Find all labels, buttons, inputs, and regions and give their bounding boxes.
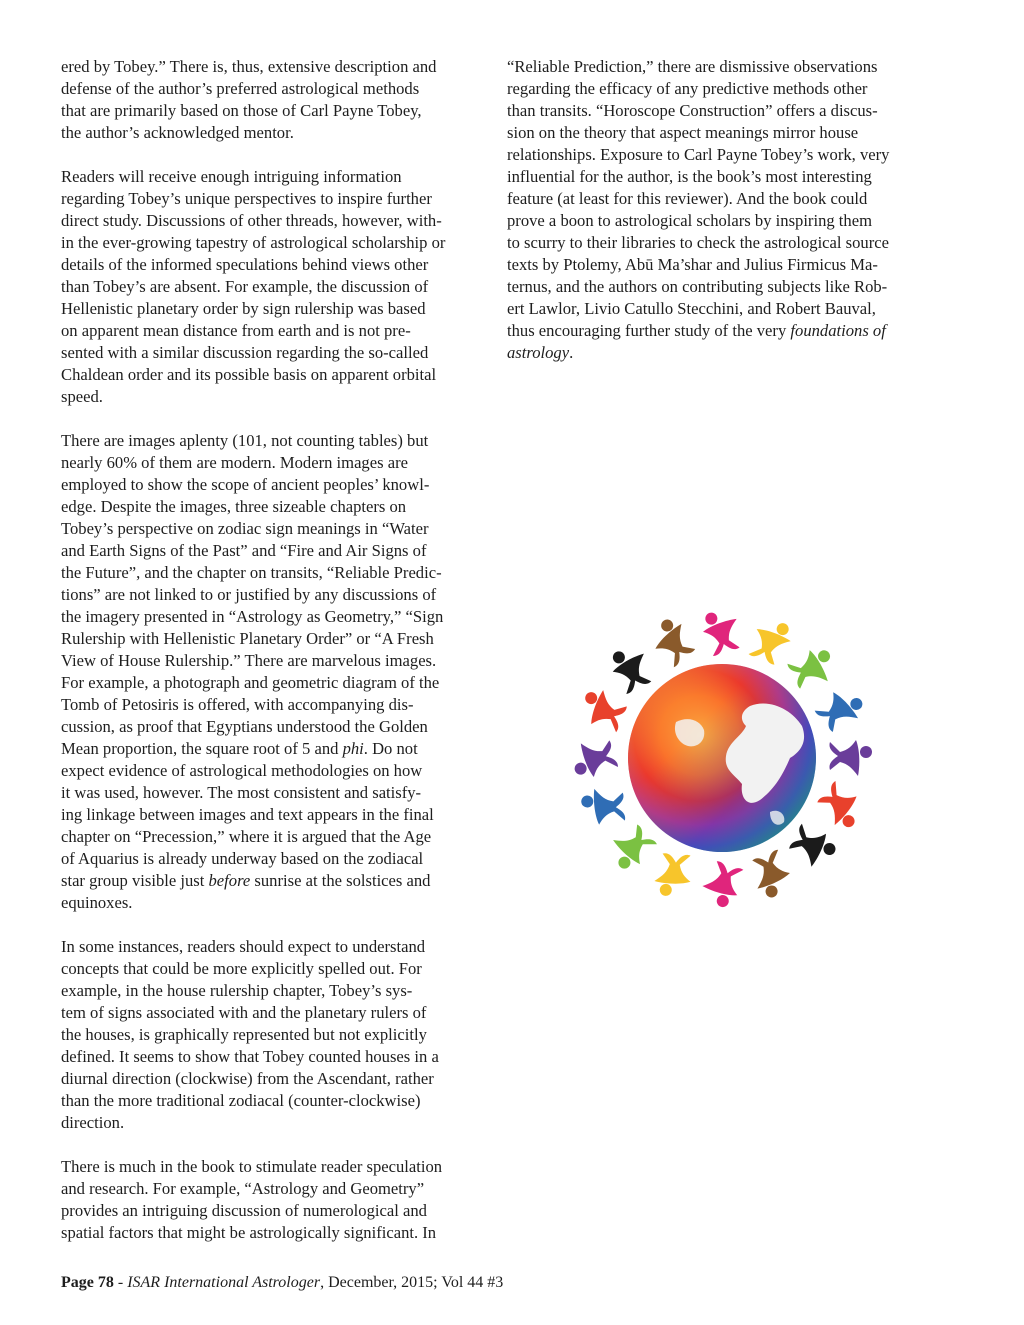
dancing-figure bbox=[576, 685, 629, 735]
text-line: Chaldean order and its possible basis on apparent orbital bbox=[61, 365, 437, 384]
text-line: details of the informed speculations behind views other bbox=[61, 255, 429, 274]
text-segment: star group visible just bbox=[61, 871, 209, 890]
text-line: feature (at least for this reviewer). And the book could bbox=[507, 189, 868, 208]
text-line: of Aquarius is already underway based on the zodiacal bbox=[61, 849, 424, 868]
text-line: In some instances, readers should expect to understand bbox=[61, 937, 426, 956]
text-line: the imagery presented in “Astrology as Geometry,” “Sign bbox=[61, 607, 444, 626]
text-line: defined. It seems to show that Tobey counted houses in a bbox=[61, 1047, 439, 1066]
text-line bbox=[61, 738, 493, 760]
italic-text: phi bbox=[342, 739, 364, 758]
italic-text: foundations of bbox=[790, 321, 886, 340]
text-line: concepts that could be more explicitly spelled out. For bbox=[61, 959, 422, 978]
text-line: tions” are not linked to or justified by any discussions of bbox=[61, 585, 437, 604]
text-line: edge. Despite the images, three sizeable chapters on bbox=[61, 497, 407, 516]
text-line: regarding the efficacy of any predictive methods other bbox=[507, 79, 868, 98]
paragraph bbox=[61, 1156, 493, 1244]
text-line: on apparent mean distance from earth and is not pre- bbox=[61, 321, 411, 340]
text-line: than the more traditional zodiacal (counter-clockwise) bbox=[61, 1091, 421, 1110]
dancing-figure bbox=[645, 613, 700, 669]
text-line: View of House Rulership.” There are marvelous images. bbox=[61, 651, 437, 670]
dancing-figure bbox=[747, 614, 797, 667]
text-line: defense of the author’s preferred astrological methods bbox=[61, 79, 420, 98]
text-segment: sunrise at the solstices and bbox=[250, 871, 431, 890]
text-line: influential for the author, is the book’s most interesting bbox=[507, 167, 872, 186]
text-line: direct study. Discussions of other threads, however, with- bbox=[61, 211, 442, 230]
text-line: ing linkage between images and text appears in the final bbox=[61, 805, 434, 824]
issue-info: , December, 2015; Vol 44 #3 bbox=[320, 1274, 504, 1291]
text-line: to scurry to their libraries to check the astrological source bbox=[507, 233, 889, 252]
text-segment: . Do not bbox=[363, 739, 418, 758]
text-line bbox=[507, 320, 947, 342]
text-line: the author’s acknowledged mentor. bbox=[61, 123, 294, 142]
text-line: Tobey’s perspective on zodiac sign meanings in “Water bbox=[61, 519, 429, 538]
text-line: and research. For example, “Astrology and Geometry” bbox=[61, 1179, 425, 1198]
text-line: the houses, is graphically represented but not explicitly bbox=[61, 1025, 427, 1044]
footer-separator: - bbox=[113, 1274, 128, 1291]
text-line: texts by Ptolemy, Abū Ma’shar and Julius Firmicus Ma- bbox=[507, 255, 878, 274]
text-line: it was used, however. The most consistent and satisfy- bbox=[61, 783, 422, 802]
text-line: and Earth Signs of the Past” and “Fire and Air Signs of bbox=[61, 541, 427, 560]
text-line: the Future”, and the chapter on transits, “Reliable Predic- bbox=[61, 563, 442, 582]
text-line: Readers will receive enough intriguing information bbox=[61, 167, 402, 186]
dancing-figure bbox=[829, 740, 872, 776]
text-line: tem of signs associated with and the planetary rulers of bbox=[61, 1003, 427, 1022]
right-column bbox=[507, 56, 947, 364]
publication-title: ISAR International Astrologer bbox=[127, 1274, 321, 1291]
dancing-figure bbox=[813, 682, 869, 737]
text-line: prove a boon to astrological scholars by inspiring them bbox=[507, 211, 872, 230]
text-line: sented with a similar discussion regarding the so-called bbox=[61, 343, 429, 362]
text-line: expect evidence of astrological methodologies on how bbox=[61, 761, 423, 780]
text-line: direction. bbox=[61, 1113, 125, 1132]
text-line: “Reliable Prediction,” there are dismissive observations bbox=[507, 57, 878, 76]
text-line: There is much in the book to stimulate reader speculation bbox=[61, 1157, 443, 1176]
text-line: Rulership with Hellenistic Planetary Order” or “A Fresh bbox=[61, 629, 434, 648]
paragraph bbox=[61, 430, 493, 914]
text-line: than Tobey’s are absent. For example, the discussion of bbox=[61, 277, 429, 296]
dancing-figure bbox=[747, 849, 797, 902]
text-line: diurnal direction (clockwise) from the Ascendant, rather bbox=[61, 1069, 434, 1088]
text-line: ternus, and the authors on contributing subjects like Rob- bbox=[507, 277, 888, 296]
dancing-figure bbox=[698, 606, 745, 658]
text-line: Hellenistic planetary order by sign rulership was based bbox=[61, 299, 426, 318]
text-line: For example, a photograph and geometric diagram of the bbox=[61, 673, 440, 692]
page-number: Page 78 bbox=[61, 1274, 114, 1291]
text-line: speed. bbox=[61, 387, 103, 406]
text-line: regarding Tobey’s unique perspectives to inspire further bbox=[61, 189, 432, 208]
paragraph bbox=[61, 936, 493, 1134]
text-line: nearly 60% of them are modern. Modern images are bbox=[61, 453, 408, 472]
dancing-figure bbox=[603, 820, 659, 876]
text-line: spatial factors that might be astrologically significant. In bbox=[61, 1223, 437, 1242]
dancing-figure bbox=[813, 779, 869, 834]
page-footer bbox=[61, 1273, 503, 1293]
text-line: employed to show the scope of ancient peoples’ knowl- bbox=[61, 475, 430, 494]
globe-illustration bbox=[564, 602, 880, 914]
text-line: example, in the house rulership chapter, Tobey’s sys- bbox=[61, 981, 413, 1000]
paragraph bbox=[61, 166, 493, 408]
paragraph bbox=[61, 56, 493, 144]
italic-text: before bbox=[208, 871, 251, 890]
text-line: Tomb of Petosiris is offered, with accompanying dis- bbox=[61, 695, 414, 714]
dancing-figure bbox=[568, 735, 620, 782]
left-column bbox=[61, 56, 493, 1244]
text-line: in the ever-growing tapestry of astrological scholarship or bbox=[61, 233, 446, 252]
dancing-figure bbox=[698, 859, 745, 911]
text-segment: . bbox=[569, 343, 574, 362]
dancing-figure bbox=[653, 853, 692, 898]
text-line: chapter on “Precession,” where it is argued that the Age bbox=[61, 827, 432, 846]
text-line: relationships. Exposure to Carl Payne Tobey’s work, very bbox=[507, 145, 890, 164]
text-line: ered by Tobey.” There is, thus, extensive description and bbox=[61, 57, 437, 76]
text-line bbox=[507, 342, 947, 364]
dancing-figure bbox=[786, 643, 840, 694]
text-line: equinoxes. bbox=[61, 893, 133, 912]
text-segment: Mean proportion, the square root of 5 and bbox=[61, 739, 343, 758]
text-segment: thus encouraging further study of the very bbox=[507, 321, 791, 340]
text-line: sion on the theory that aspect meanings mirror house bbox=[507, 123, 859, 142]
text-line: than transits. “Horoscope Construction” offers a discus- bbox=[507, 101, 878, 120]
dancing-figure bbox=[605, 641, 656, 695]
italic-text: astrology bbox=[507, 343, 570, 362]
dancing-figure bbox=[786, 822, 840, 873]
dancing-figure bbox=[580, 787, 625, 826]
text-line: provides an intriguing discussion of numerological and bbox=[61, 1201, 427, 1220]
text-line: There are images aplenty (101, not counting tables) but bbox=[61, 431, 429, 450]
paragraph bbox=[507, 56, 947, 364]
text-line: that are primarily based on those of Carl Payne Tobey, bbox=[61, 101, 422, 120]
text-line bbox=[61, 870, 493, 892]
text-line: ert Lawlor, Livio Catullo Stecchini, and Robert Bauval, bbox=[507, 299, 876, 318]
text-line: cussion, as proof that Egyptians understood the Golden bbox=[61, 717, 428, 736]
